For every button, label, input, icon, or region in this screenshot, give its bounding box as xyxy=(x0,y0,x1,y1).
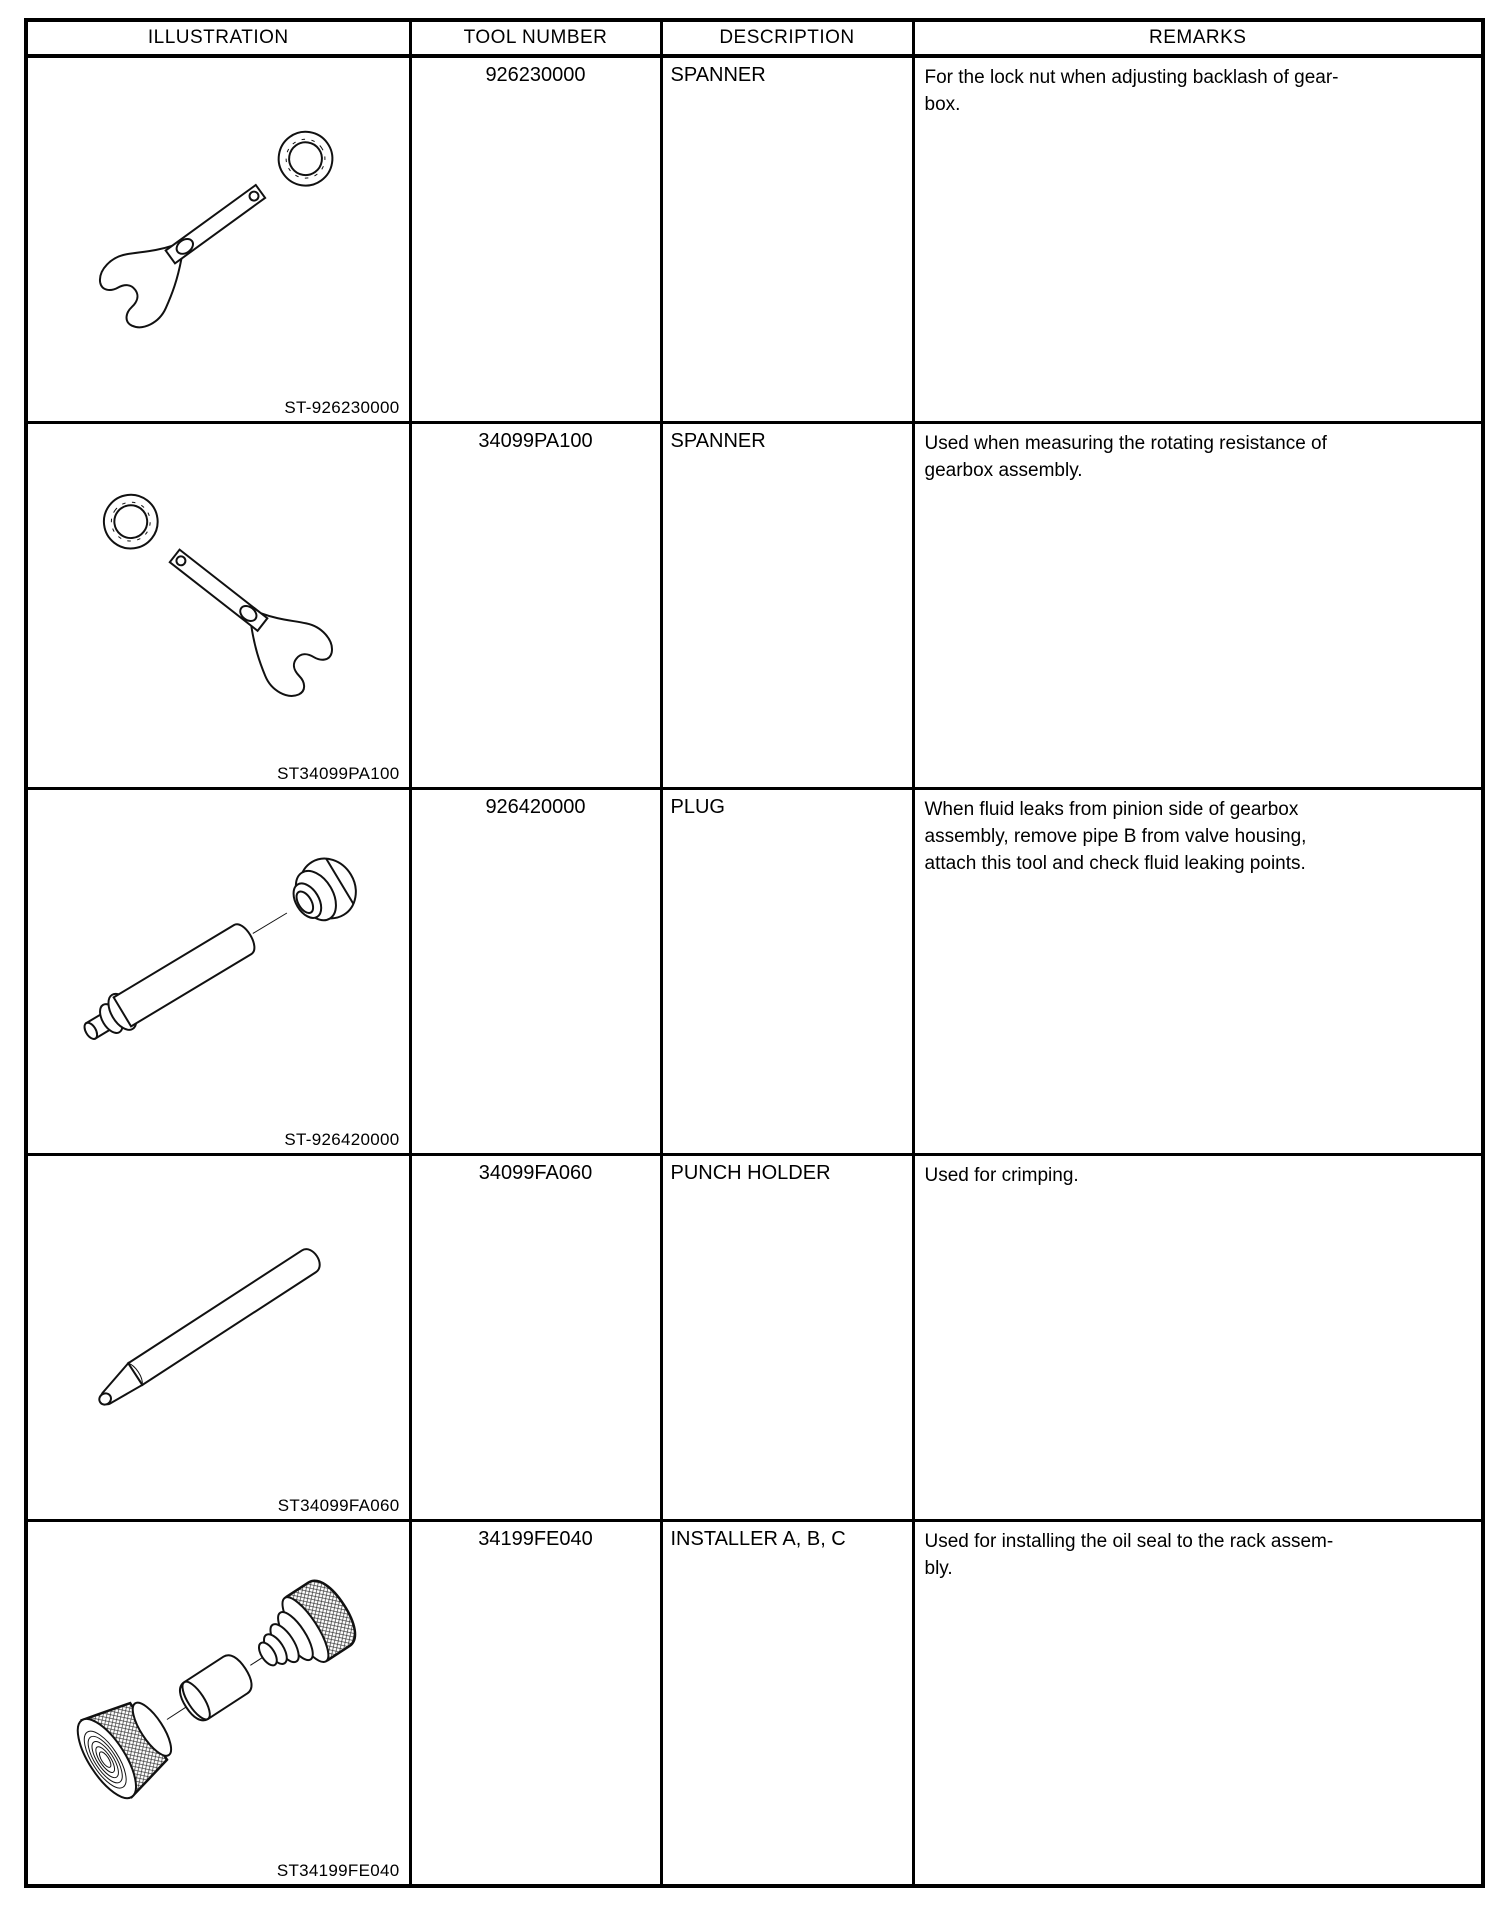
description-cell: PLUG xyxy=(661,788,913,1154)
column-header-remarks: REMARKS xyxy=(913,20,1483,56)
remarks-text: assembly, remove pipe B from valve housing, xyxy=(924,825,1307,847)
remarks-text: attach this tool and check fluid leaking points. xyxy=(924,852,1306,874)
illustration-caption: ST-926420000 xyxy=(284,1129,400,1149)
illustration-caption: ST34099FA060 xyxy=(277,1495,400,1515)
column-header-description: DESCRIPTION xyxy=(661,20,913,56)
description-cell: PUNCH HOLDER xyxy=(661,1154,913,1520)
tool-number-cell: 926230000 xyxy=(410,56,661,422)
tool-number-cell: 926420000 xyxy=(410,788,661,1154)
description-cell: SPANNER xyxy=(661,56,913,422)
spanner-illustration xyxy=(28,424,406,754)
table-row xyxy=(26,1520,1483,1886)
remarks-cell xyxy=(913,1154,1483,1520)
remarks-cell xyxy=(913,1520,1483,1886)
tool-number-cell: 34199FE040 xyxy=(410,1520,661,1886)
column-header-illustration: ILLUSTRATION xyxy=(26,20,410,56)
header-row xyxy=(26,20,1483,56)
plug-illustration xyxy=(28,790,406,1120)
table-row xyxy=(26,56,1483,422)
installer-illustration xyxy=(28,1522,406,1852)
special-tools-table xyxy=(24,18,1485,1888)
remarks-cell xyxy=(913,56,1483,422)
illustration-caption: ST34199FE040 xyxy=(276,1861,400,1880)
remarks-text: Used for crimping. xyxy=(924,1164,1079,1186)
illustration-cell xyxy=(26,788,410,1154)
table-row xyxy=(26,788,1483,1154)
description-cell: SPANNER xyxy=(661,422,913,788)
remarks-text: gearbox assembly. xyxy=(924,459,1083,481)
remarks-cell xyxy=(913,788,1483,1154)
table-row xyxy=(26,422,1483,788)
remarks-cell xyxy=(913,422,1483,788)
table-row xyxy=(26,1154,1483,1520)
illustration-cell xyxy=(26,56,410,422)
illustration-caption: ST34099PA100 xyxy=(277,763,400,783)
tool-number-cell: 34099PA100 xyxy=(410,422,661,788)
illustration-cell xyxy=(26,422,410,788)
illustration-cell xyxy=(26,1154,410,1520)
illustration-cell xyxy=(26,1520,410,1886)
remarks-text: Used when measuring the rotating resistance of xyxy=(924,432,1327,454)
remarks-text: box. xyxy=(924,94,961,115)
remarks-text: bly. xyxy=(924,1557,953,1579)
punch-illustration xyxy=(28,1156,406,1486)
remarks-text: For the lock nut when adjusting backlash of gear- xyxy=(924,67,1339,88)
illustration-caption: ST-926230000 xyxy=(284,397,400,417)
spanner-illustration xyxy=(28,58,406,388)
description-cell: INSTALLER A, B, C xyxy=(661,1520,913,1886)
remarks-text: Used for installing the oil seal to the rack assem- xyxy=(924,1530,1334,1552)
remarks-text: When fluid leaks from pinion side of gearbox xyxy=(924,798,1299,820)
tool-number-cell: 34099FA060 xyxy=(410,1154,661,1520)
column-header-tool-number: TOOL NUMBER xyxy=(410,20,661,56)
